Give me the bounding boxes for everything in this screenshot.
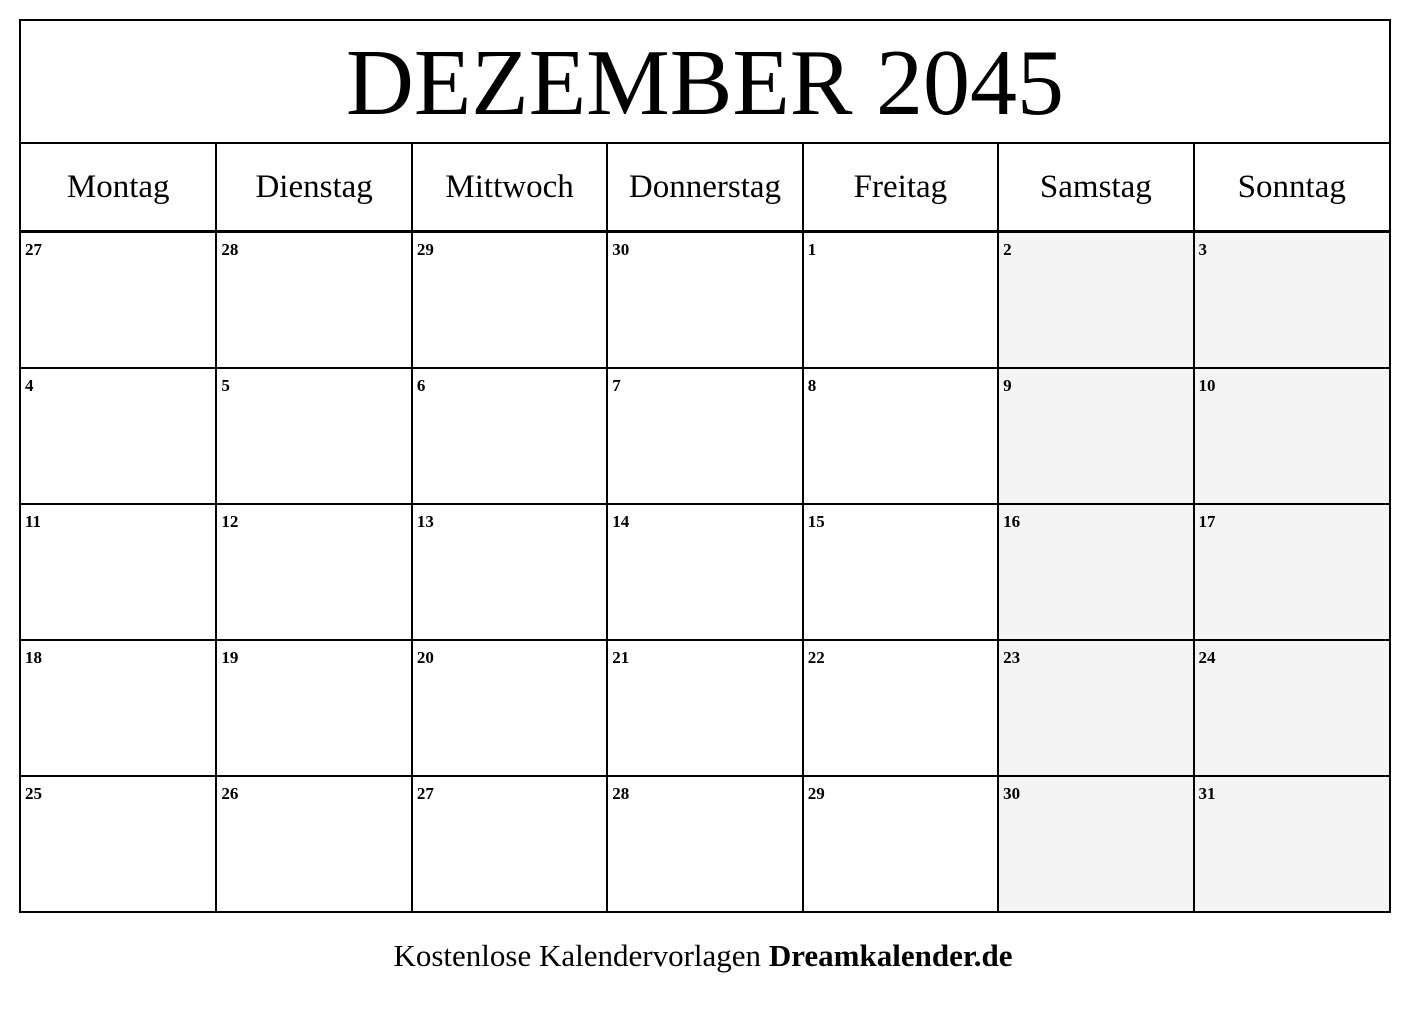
week-row xyxy=(21,368,1389,504)
day-cell xyxy=(803,504,998,640)
day-number: 8 xyxy=(807,376,817,395)
day-cell xyxy=(412,504,607,640)
day-cell xyxy=(803,776,998,911)
day-number: 21 xyxy=(612,648,630,667)
weekend-day-cell xyxy=(1194,504,1389,640)
weekday-header: Sonntag xyxy=(1194,144,1389,232)
day-number: 15 xyxy=(807,512,825,531)
day-number: 22 xyxy=(807,648,825,667)
day-number: 29 xyxy=(416,240,434,259)
footer xyxy=(0,938,1406,974)
day-cell xyxy=(607,640,802,776)
day-number: 29 xyxy=(807,784,825,803)
day-cell xyxy=(607,776,802,911)
day-cell xyxy=(412,776,607,911)
day-number: 14 xyxy=(612,512,630,531)
day-cell xyxy=(803,640,998,776)
day-cell xyxy=(607,504,802,640)
week-row xyxy=(21,640,1389,776)
weekend-day-cell xyxy=(998,368,1193,504)
day-cell xyxy=(21,504,216,640)
day-number: 3 xyxy=(1198,240,1208,259)
day-number: 1 xyxy=(807,240,817,259)
day-cell xyxy=(216,368,411,504)
day-number: 31 xyxy=(1198,784,1216,803)
day-number: 27 xyxy=(25,240,42,259)
day-number: 28 xyxy=(221,240,239,259)
day-cell xyxy=(21,776,216,911)
day-cell xyxy=(803,368,998,504)
calendar-title xyxy=(21,21,1389,144)
day-number: 27 xyxy=(416,784,434,803)
weekend-day-cell xyxy=(998,776,1193,911)
week-row xyxy=(21,776,1389,911)
weekday-header: Dienstag xyxy=(216,144,411,232)
weekend-day-cell xyxy=(998,640,1193,776)
day-number: 20 xyxy=(416,648,434,667)
day-cell xyxy=(216,232,411,369)
weekday-header: Montag xyxy=(21,144,216,232)
month-year-label: DEZEMBER 2045 xyxy=(345,30,1065,135)
day-number: 7 xyxy=(612,376,621,395)
week-row xyxy=(21,232,1389,369)
day-number: 6 xyxy=(416,376,426,395)
day-number: 4 xyxy=(25,376,34,395)
day-number: 16 xyxy=(1003,512,1021,531)
day-cell xyxy=(412,368,607,504)
weekday-header: Donnerstag xyxy=(607,144,802,232)
day-cell xyxy=(21,640,216,776)
weekend-day-cell xyxy=(1194,232,1389,369)
day-number: 18 xyxy=(25,648,42,667)
day-number: 24 xyxy=(1198,648,1216,667)
day-number: 10 xyxy=(1198,376,1216,395)
day-number: 12 xyxy=(221,512,239,531)
day-cell xyxy=(216,776,411,911)
weekend-day-cell xyxy=(1194,776,1389,911)
day-number: 30 xyxy=(612,240,630,259)
calendar xyxy=(19,19,1391,913)
day-number: 19 xyxy=(221,648,239,667)
weekend-day-cell xyxy=(1194,640,1389,776)
week-row xyxy=(21,504,1389,640)
day-number: 28 xyxy=(612,784,630,803)
calendar-grid xyxy=(21,144,1389,911)
weekday-header: Samstag xyxy=(998,144,1193,232)
day-number: 17 xyxy=(1198,512,1216,531)
day-number: 5 xyxy=(221,376,230,395)
day-number: 11 xyxy=(25,512,42,531)
day-number: 26 xyxy=(221,784,239,803)
day-number: 9 xyxy=(1003,376,1012,395)
day-cell xyxy=(216,640,411,776)
weekend-day-cell xyxy=(998,232,1193,369)
day-number: 25 xyxy=(25,784,42,803)
day-cell xyxy=(412,640,607,776)
day-cell xyxy=(412,232,607,369)
day-number: 30 xyxy=(1003,784,1021,803)
day-cell xyxy=(607,368,802,504)
day-number: 13 xyxy=(416,512,434,531)
footer-brand-link[interactable]: Dreamkalender.de xyxy=(768,938,1013,973)
day-cell xyxy=(607,232,802,369)
footer-text: Kostenlose Kalendervorlagen xyxy=(393,938,762,973)
weekend-day-cell xyxy=(998,504,1193,640)
day-number: 2 xyxy=(1003,240,1012,259)
weekend-day-cell xyxy=(1194,368,1389,504)
weekday-header: Mittwoch xyxy=(412,144,607,232)
weekday-header-row xyxy=(21,144,1389,232)
day-number: 23 xyxy=(1003,648,1021,667)
day-cell xyxy=(21,368,216,504)
day-cell xyxy=(21,232,216,369)
day-cell xyxy=(216,504,411,640)
day-cell xyxy=(803,232,998,369)
weekday-header: Freitag xyxy=(803,144,998,232)
